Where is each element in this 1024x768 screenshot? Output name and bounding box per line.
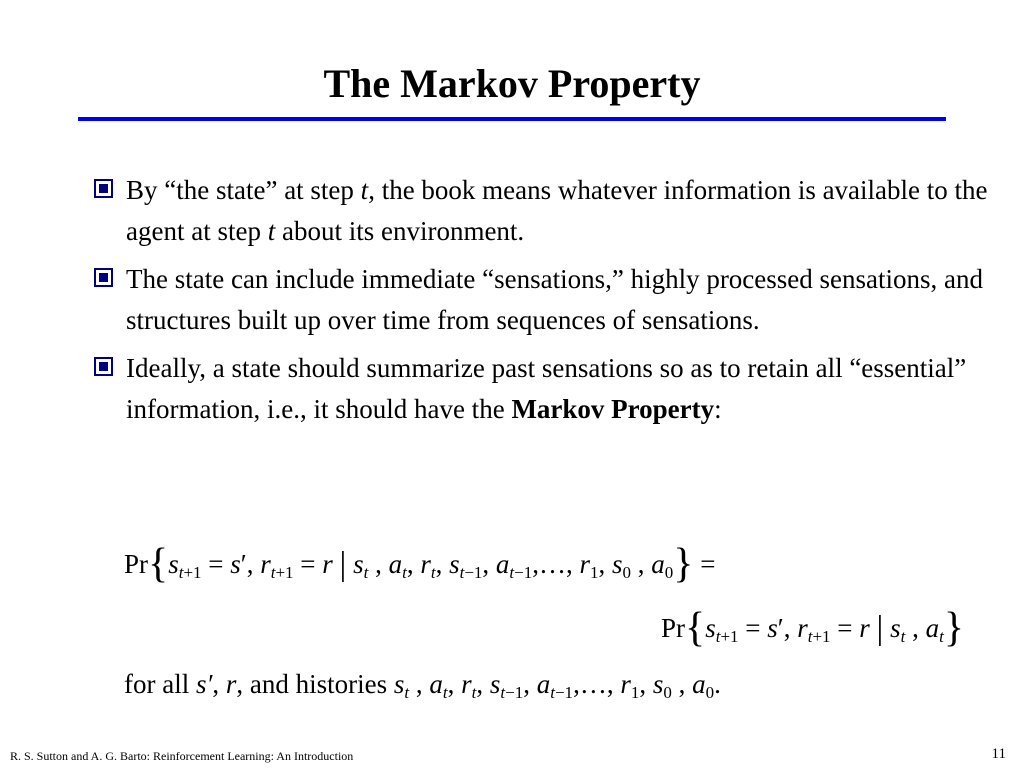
markov-property-term: Markov Property [511, 393, 715, 424]
right-brace: } [673, 541, 694, 587]
bullet-item-2 [92, 259, 1004, 340]
pr-operator: Pr [124, 549, 149, 579]
bullet-1-text-c: about its environment. [275, 215, 525, 246]
pr-operator: Pr [661, 613, 686, 643]
given-bar: | [339, 546, 347, 583]
markov-equation-lhs: $Pr\{s_{t+1} = s'$, $r_{t+1} = r$ | $s_t$ , $a_t$, $r_t$, $s_{t-1}$, $a_{t-1},\dots$, $r_1$, $s_0$ , $a_0$} = [124, 541, 716, 587]
footer-citation: R. S. Sutton and A. G. Barto: Reinforcement Learning: An Introduction [10, 749, 354, 763]
s-prime: s′ [195, 669, 213, 699]
and-histories-text: and histories [243, 669, 394, 699]
bullet-2-text: The state can include immediate “sensations,” highly processed sensations, and structures built up over time from sequences of sensations. [126, 264, 983, 335]
bullet-3-text-b: : [714, 393, 722, 424]
r-var: r [225, 669, 237, 699]
for-all-text: for all [124, 669, 196, 699]
bullet-item-1 [92, 170, 1004, 251]
right-brace: } [943, 605, 964, 651]
slide-title: The Markov Property [323, 61, 701, 106]
bullet-3-text-a: Ideally, a state should summarize past sensations so as to retain all “essential” information, i.e., it should have the [126, 353, 967, 424]
square-bullet-icon [94, 179, 113, 198]
bullet-1-var-t2: t [267, 215, 276, 246]
bullet-1-text-b: , the book means whatever information is available to the agent at step [126, 175, 988, 246]
bullet-list [92, 170, 1004, 437]
page-number: 11 [991, 746, 1006, 762]
title-underline [78, 117, 946, 121]
for-all-histories-line: for all s′, r, and histories $s_t$ , $a_t$, $r_t$, $s_{t-1}$, $a_{t-1},\dots$, $r_1$, $s_0$ , $a_0$. [124, 669, 721, 702]
bullet-1-var-t: t [360, 175, 369, 205]
left-brace: { [148, 541, 169, 587]
bullet-item-3 [92, 348, 1004, 429]
equals-sign: = [700, 549, 716, 579]
markov-equation-rhs: $Pr\{s_{t+1} = s'$, $r_{t+1} = r$ | $s_t$ , $a_t$} [661, 605, 964, 651]
square-bullet-icon [94, 268, 113, 287]
given-bar: | [876, 610, 884, 647]
bullet-1-text-a: By “the state” at step [126, 175, 361, 205]
left-brace: { [685, 605, 706, 651]
square-bullet-icon [94, 357, 113, 376]
